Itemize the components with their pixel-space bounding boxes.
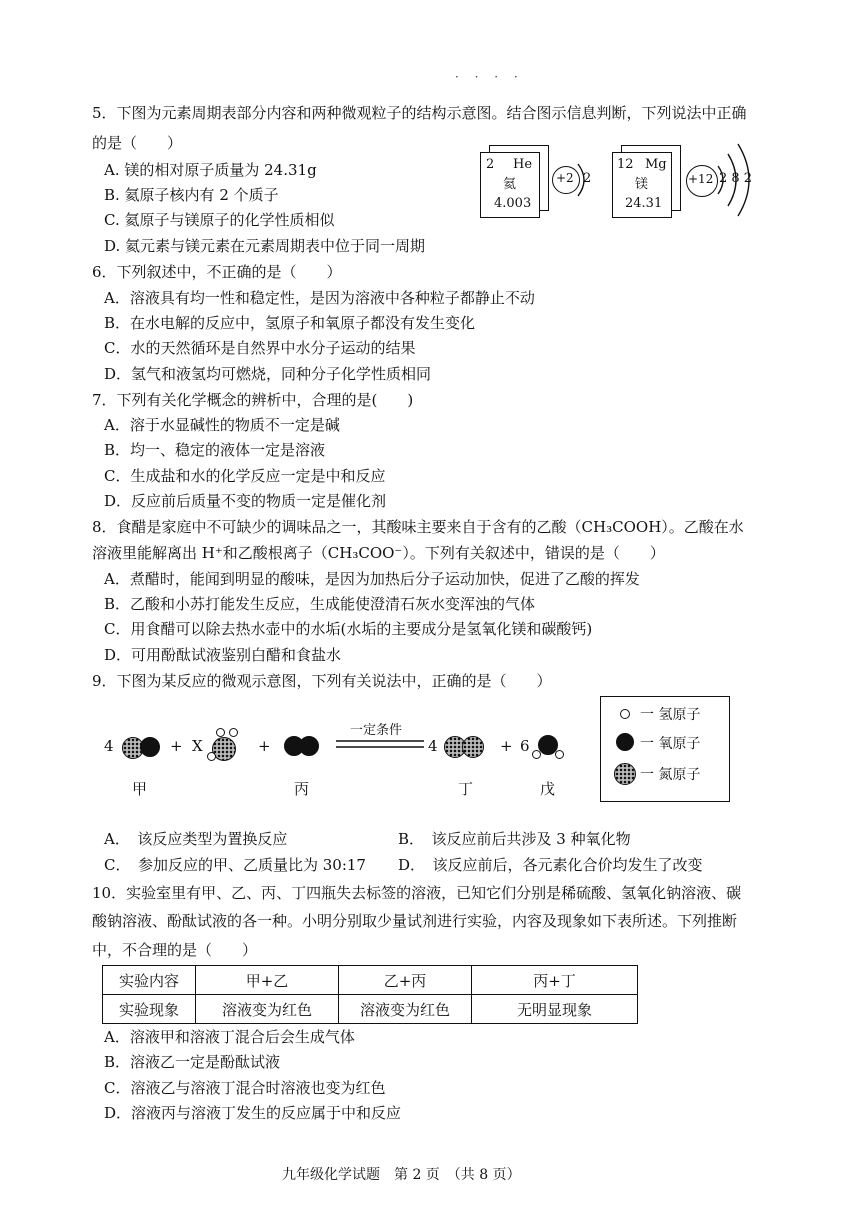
q9-option-b: B． 该反应前后共涉及 3 种氧化物 — [398, 830, 631, 848]
legend-hydrogen: 一 氢原子 — [640, 707, 701, 723]
he-symbol: He — [513, 157, 533, 172]
header-dots: · · · · — [455, 70, 524, 84]
legend-h-atom — [620, 709, 630, 719]
q5-stem-line1: 5．下图为元素周期表部分内容和两种微观粒子的结构示意图。结合图示信息判断，下列说法中正确 — [92, 104, 747, 122]
wu-h-atom-1 — [532, 750, 541, 759]
q5-option-d: D. 氦元素与镁元素在元素周期表中位于同一周期 — [104, 237, 426, 255]
q5-option-c: C. 氦原子与镁原子的化学性质相似 — [104, 211, 335, 229]
q7-option-d: D．反应前后质量不变的物质一定是催化剂 — [104, 492, 387, 510]
he-name: 氦 — [503, 177, 517, 192]
q9-coef-wu: 6 — [520, 737, 530, 755]
mg-mass: 24.31 — [625, 196, 663, 211]
q5-option-a: A. 镁的相对原子质量为 24.31g — [104, 161, 317, 179]
q8-option-d: D．可用酚酞试液鉴别白醋和食盐水 — [104, 646, 342, 664]
q7-stem: 7．下列有关化学概念的辨析中，合理的是( ) — [92, 391, 414, 409]
reaction-equals-sign — [336, 739, 424, 749]
table-cell: 溶液变为红色 — [196, 995, 339, 1024]
he-periodic-cell — [480, 152, 540, 218]
q10-option-a: A．溶液甲和溶液丁混合后会生成气体 — [104, 1028, 355, 1046]
label-ding: 丁 — [458, 780, 474, 798]
q7-option-c: C．生成盐和水的化学反应一定是中和反应 — [104, 467, 386, 485]
q7-option-b: B．均一、稳定的液体一定是溶液 — [104, 441, 326, 459]
table-cell: 甲+乙 — [196, 966, 339, 995]
q6-option-d: D．氢气和液氢均可燃烧，同种分子化学性质相同 — [104, 365, 432, 383]
q6-option-a: A．溶液具有均一性和稳定性，是因为溶液中各种粒子都静止不动 — [104, 289, 535, 307]
jia-o-atom — [140, 737, 160, 757]
q10-experiment-table — [102, 965, 638, 1024]
q8-stem-line2: 溶液里能解离出 H⁺和乙酸根离子（CH₃COO⁻）。下列有关叙述中，错误的是（ ） — [92, 544, 665, 562]
table-cell: 实验内容 — [103, 966, 196, 995]
bing-o-atom-2 — [299, 736, 319, 756]
table-row — [103, 966, 638, 995]
table-cell: 无明显现象 — [472, 995, 638, 1024]
table-cell: 实验现象 — [103, 995, 196, 1024]
q5-stem-line2: 的是（ ） — [92, 134, 183, 152]
q10-stem-line2: 酸钠溶液、酚酞试液的各一种。小明分别取少量试剂进行实验，内容及现象如下表所述。下列推断 — [92, 912, 738, 930]
table-cell: 溶液变为红色 — [339, 995, 472, 1024]
label-bing: 丙 — [294, 780, 310, 798]
mg-name: 镁 — [635, 177, 649, 192]
ding-n-atom-2 — [462, 736, 484, 758]
mg-periodic-cell — [612, 152, 672, 218]
q9-option-c: C． 参加反应的甲、乙质量比为 30:17 — [104, 856, 366, 874]
yi-h-atom-2 — [229, 728, 238, 737]
q8-option-c: C．用食醋可以除去热水壶中的水垢(水垢的主要成分是氢氧化镁和碳酸钙) — [104, 620, 593, 638]
mg-nucleus-charge: +12 — [688, 172, 714, 186]
q10-option-c: C．溶液乙与溶液丁混合时溶液也变为红色 — [104, 1079, 386, 1097]
q10-option-b: B．溶液乙一定是酚酞试液 — [104, 1053, 281, 1071]
he-nucleus-charge: +2 — [556, 171, 574, 185]
q9-plus-2: + — [258, 737, 271, 755]
yi-h-atom-1 — [216, 728, 225, 737]
yi-h-atom-3 — [207, 752, 216, 761]
legend-oxygen: 一 氧原子 — [640, 736, 701, 752]
label-jia: 甲 — [132, 780, 148, 798]
he-atomic-number: 2 — [486, 157, 495, 172]
q10-stem-line1: 10．实验室里有甲、乙、丙、丁四瓶失去标签的溶液，已知它们分别是稀硫酸、氢氧化钠溶液、碳 — [92, 884, 742, 902]
wu-h-atom-2 — [555, 750, 564, 759]
q9-condition: 一定条件 — [350, 723, 403, 738]
q9-plus-3: + — [500, 737, 513, 755]
legend-nitrogen: 一 氮原子 — [640, 767, 701, 783]
q6-option-b: B．在水电解的反应中，氢原子和氧原子都没有发生变化 — [104, 314, 476, 332]
table-row — [103, 995, 638, 1024]
q5-option-b: B. 氦原子核内有 2 个质子 — [104, 186, 279, 204]
legend-o-atom — [616, 733, 634, 751]
q10-option-d: D．溶液丙与溶液丁发生的反应属于中和反应 — [104, 1104, 402, 1122]
mg-symbol: Mg — [645, 157, 667, 172]
label-wu: 戊 — [540, 780, 556, 798]
q9-plus-1: + — [170, 737, 183, 755]
q6-option-c: C．水的天然循环是自然界中水分子运动的结果 — [104, 339, 416, 357]
q6-stem: 6．下列叙述中，不正确的是（ ） — [92, 263, 342, 281]
q8-stem-line1: 8．食醋是家庭中不可缺少的调味品之一，其酸味主要来自于含有的乙酸（CH₃COOH）。乙酸在水 — [92, 518, 744, 536]
page-footer: 九年级化学试题 第 2 页 （共 8 页） — [282, 1167, 521, 1183]
q9-option-d: D． 该反应前后，各元素化合价均发生了改变 — [398, 856, 703, 874]
he-mass: 4.003 — [494, 196, 532, 211]
legend-n-atom — [614, 763, 636, 785]
q9-stem: 9．下图为某反应的微观示意图，下列有关说法中，正确的是（ ） — [92, 672, 552, 690]
table-cell: 丙+丁 — [472, 966, 638, 995]
q8-option-a: A．煮醋时，能闻到明显的酸味，是因为加热后分子运动加快，促进了乙酸的挥发 — [104, 570, 640, 588]
mg-electron-config: 2 8 2 — [719, 171, 753, 186]
q8-option-b: B．乙酸和小苏打能发生反应，生成能使澄清石灰水变浑浊的气体 — [104, 595, 536, 613]
q7-option-a: A．溶于水显碱性的物质不一定是碱 — [104, 416, 340, 434]
q9-coef-yi: X — [192, 737, 203, 755]
q9-coef-ding: 4 — [428, 737, 438, 755]
q9-coef-jia: 4 — [104, 737, 114, 755]
q10-stem-line3: 中，不合理的是（ ） — [92, 941, 258, 959]
table-cell: 乙+丙 — [339, 966, 472, 995]
q9-option-a: A． 该反应类型为置换反应 — [104, 830, 288, 848]
mg-atomic-number: 12 — [617, 157, 634, 172]
he-electron-config: 2 — [583, 171, 592, 186]
